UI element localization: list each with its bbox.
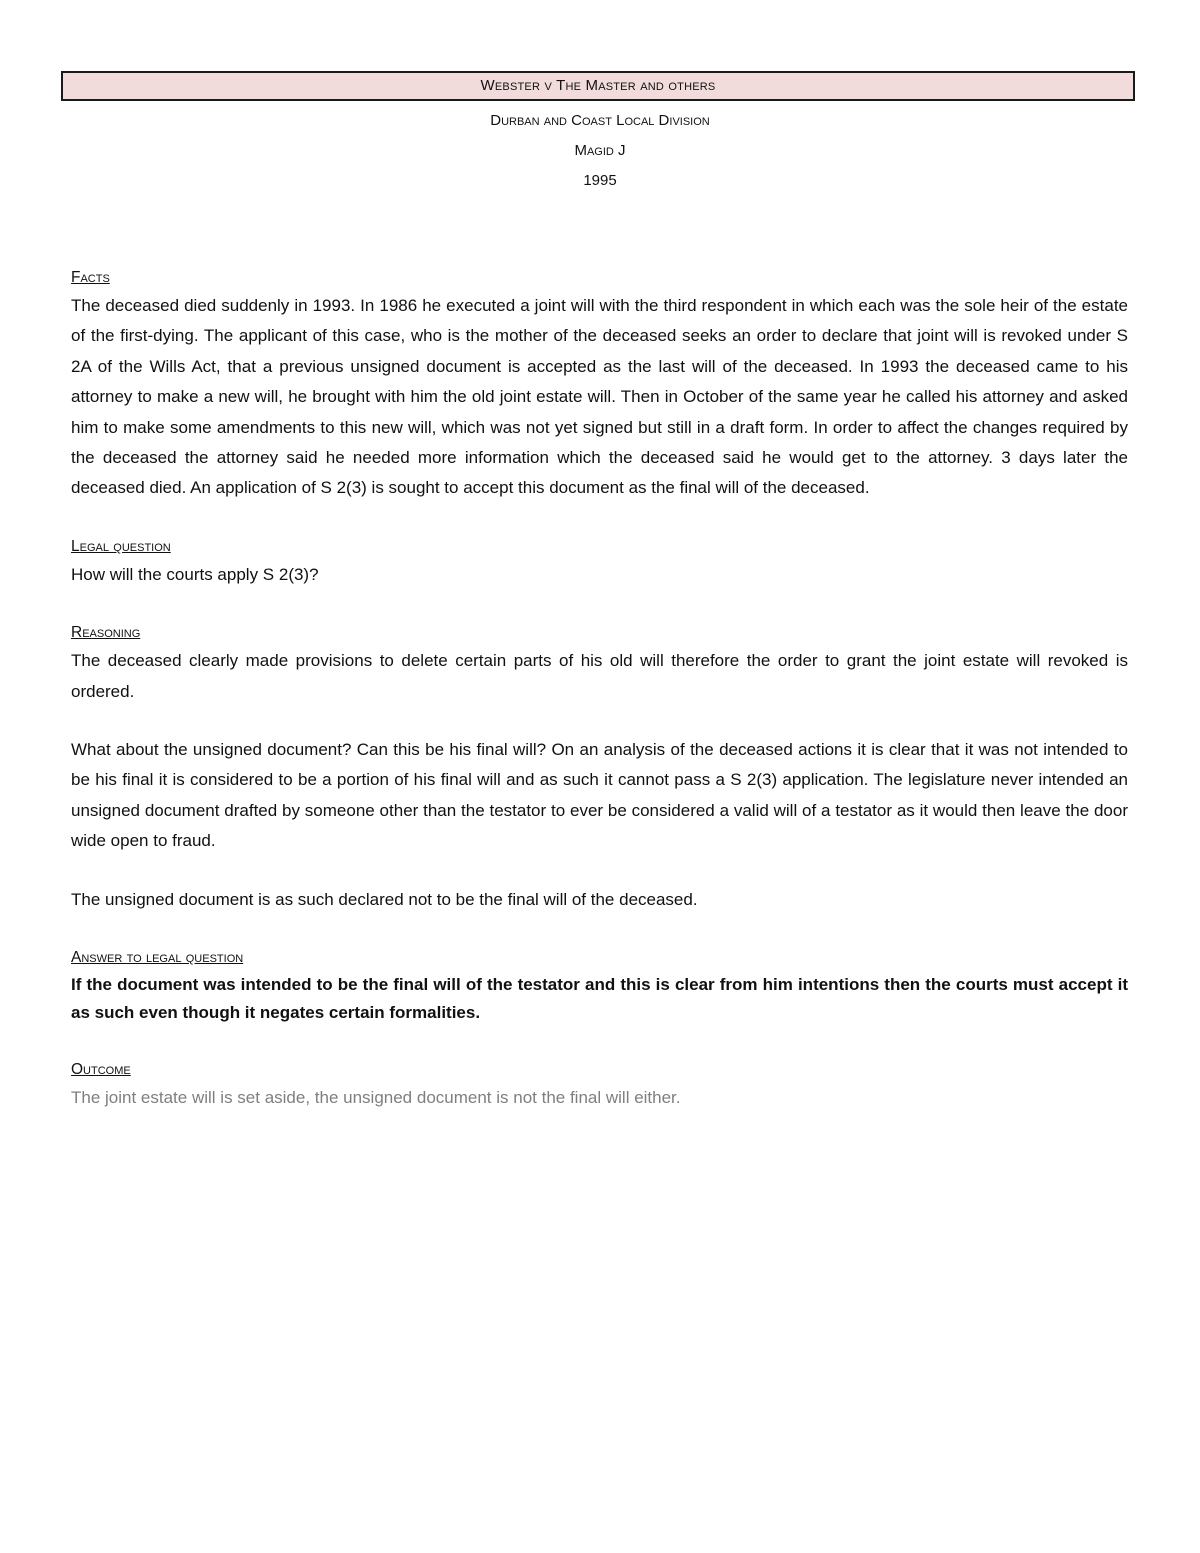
- facts-paragraph: The deceased died suddenly in 1993. In 1986 he executed a joint will with the third respondent in which each was the sole heir of the estate of the first-dying. The applicant of this case, who is the mother of the deceased seeks an order to declare that joint will is revoked under S 2A of the Wills Act, that a previous unsigned document is accepted as the last will of the deceased. In 1993 the deceased came to his attorney to make a new will, he brought with him the old joint estate will. Then in October of the same year he called his attorney and asked him to make some amendments to this new will, which was not yet signed but still in a draft form. In order to affect the changes required by the deceased the attorney said he needed more information which the deceased said he would get to the attorney. 3 days later the deceased died. An application of S 2(3) is sought to accept this document as the final will of the deceased.: [71, 296, 1128, 498]
- outcome-heading: Outcome: [71, 1061, 131, 1079]
- reasoning-paragraph-1: The deceased clearly made provisions to delete certain parts of his old will therefore the order to grant the joint estate will revoked is ordered.: [71, 651, 1128, 701]
- reasoning-paragraph-3: The unsigned document is as such declared not to be the final will of the deceased.: [71, 889, 698, 909]
- court-name: Durban and Coast Local Division: [490, 112, 710, 129]
- document-body: [71, 265, 1128, 1114]
- case-title: Webster v The Master and others: [61, 71, 1135, 101]
- outcome-paragraph: The joint estate will is set aside, the unsigned document is not the final will either.: [71, 1088, 681, 1108]
- reasoning-heading: Reasoning: [71, 624, 141, 642]
- reasoning-paragraph-2: What about the unsigned document? Can this be his final will? On an analysis of the deceased actions it is clear that it was not intended to be his final it is considered to be a portion of his final will and as such it cannot pass a S 2(3) application. The legislature never intended an unsigned document drafted by someone other than the testator to ever be considered a valid will of a testator as it would then leave the door wide open to fraud.: [71, 740, 1128, 851]
- case-year: 1995: [583, 172, 617, 189]
- legal-question-paragraph: How will the courts apply S 2(3)?: [71, 564, 319, 584]
- legal-question-heading: Legal question: [71, 537, 171, 555]
- answer-heading: Answer to legal question: [71, 949, 244, 967]
- facts-heading: Facts: [71, 269, 110, 286]
- judge-name: Magid J: [574, 142, 626, 159]
- answer-paragraph: If the document was intended to be the final will of the testator and this is clear from him intentions then the courts must accept it as such even though it negates certain formalities.: [71, 975, 1128, 1023]
